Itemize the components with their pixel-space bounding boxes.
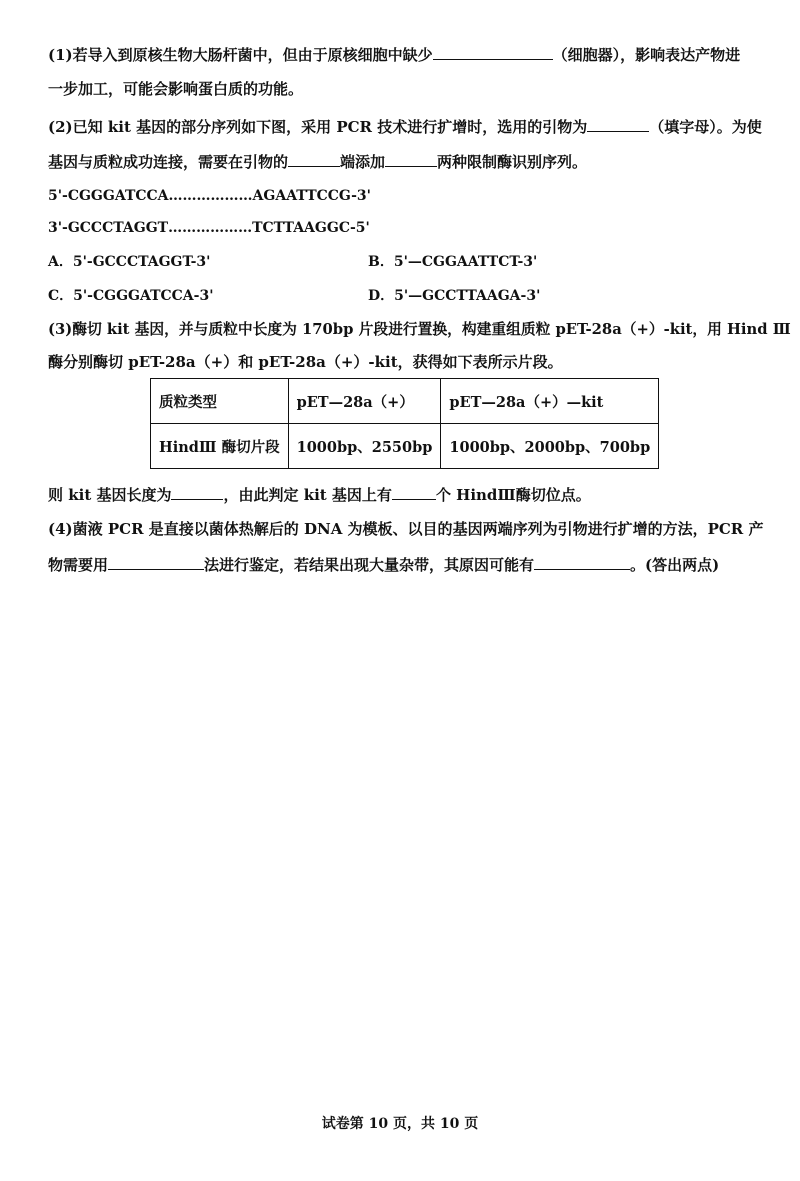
q2-sequence-bottom: 3'-GCCCTAGGT………………TCTTAAGGC-5' [48, 220, 370, 236]
q2-text-e: 两种限制酶识别序列。 [437, 153, 588, 171]
q1-blank-organelle[interactable] [433, 43, 553, 60]
q2-blank-end[interactable] [288, 150, 340, 167]
q2-option-c[interactable]: C．5'-CGGGATCCA-3' [48, 288, 214, 304]
table-header-cell: pET—28a（+） [288, 379, 441, 424]
q1-text-b: （细胞器），影响表达产物进 [552, 46, 741, 64]
q4-text-c: 。(答出两点) [630, 556, 720, 574]
q2-blank-primer[interactable] [587, 115, 649, 132]
q4-blank-reasons[interactable] [534, 553, 630, 570]
q2-text-a: (2)已知 kit 基因的部分序列如下图，采用 PCR 技术进行扩增时，选用的引物为 [48, 118, 588, 136]
q2-option-b[interactable]: B．5'—CGGAATTCT-3' [368, 254, 538, 270]
q2-option-d[interactable]: D．5'—GCCTTAAGA-3' [368, 288, 541, 304]
q2-text-d: 端添加 [340, 153, 386, 171]
table-cell: HindⅢ 酶切片段 [151, 424, 289, 469]
table-header-cell: 质粒类型 [151, 379, 289, 424]
table-cell: 1000bp、2000bp、700bp [441, 424, 659, 469]
q3-text-a: 则 kit 基因长度为 [48, 486, 172, 504]
q3-line1: (3)酶切 kit 基因，并与质粒中长度为 170bp 片段进行置换，构建重组质粒 pET-28a（+）-kit，用 Hind Ⅲ [48, 321, 791, 338]
q2-line2 [48, 150, 587, 170]
fragment-table [150, 378, 659, 469]
q1-text-a: (1)若导入到原核生物大肠杆菌中，但由于原核细胞中缺少 [48, 46, 433, 64]
q2-line1 [48, 115, 762, 135]
q3-text-c: 个 HindⅢ酶切位点。 [435, 486, 591, 504]
q2-option-a[interactable]: A．5'-GCCCTAGGT-3' [48, 254, 211, 270]
table-row [151, 379, 659, 424]
q4-text-a: 物需要用 [48, 556, 109, 574]
q2-text-b: （填字母）。为使 [649, 118, 762, 136]
page-footer: 试卷第 10 页，共 10 页 [321, 1116, 479, 1132]
q3-blank-sites[interactable] [392, 483, 436, 500]
q2-sequence-top: 5'-CGGGATCCA………………AGAATTCCG-3' [48, 188, 371, 204]
q2-blank-enzymes[interactable] [385, 150, 437, 167]
q3-line2: 酶分别酶切 pET-28a（+）和 pET-28a（+）-kit，获得如下表所示片段。 [48, 353, 563, 371]
table-header-cell: pET—28a（+）—kit [441, 379, 659, 424]
q3-text-b: ，由此判定 kit 基因上有 [223, 486, 392, 504]
q3-blank-length[interactable] [171, 483, 223, 500]
q4-blank-method[interactable] [108, 553, 204, 570]
q4-line1: (4)菌液 PCR 是直接以菌体热解后的 DNA 为模板、以目的基因两端序列为引物进行扩增的方法，PCR 产 [48, 520, 764, 538]
q4-text-b: 法进行鉴定，若结果出现大量杂带，其原因可能有 [204, 556, 535, 574]
table-cell: 1000bp、2550bp [288, 424, 441, 469]
q1-line2: 一步加工，可能会影响蛋白质的功能。 [48, 80, 304, 98]
q1-line1 [48, 43, 740, 63]
table-row [151, 424, 659, 469]
q3-after-table [48, 483, 591, 503]
q4-line2 [48, 553, 719, 573]
q2-text-c: 基因与质粒成功连接，需要在引物的 [48, 153, 289, 171]
